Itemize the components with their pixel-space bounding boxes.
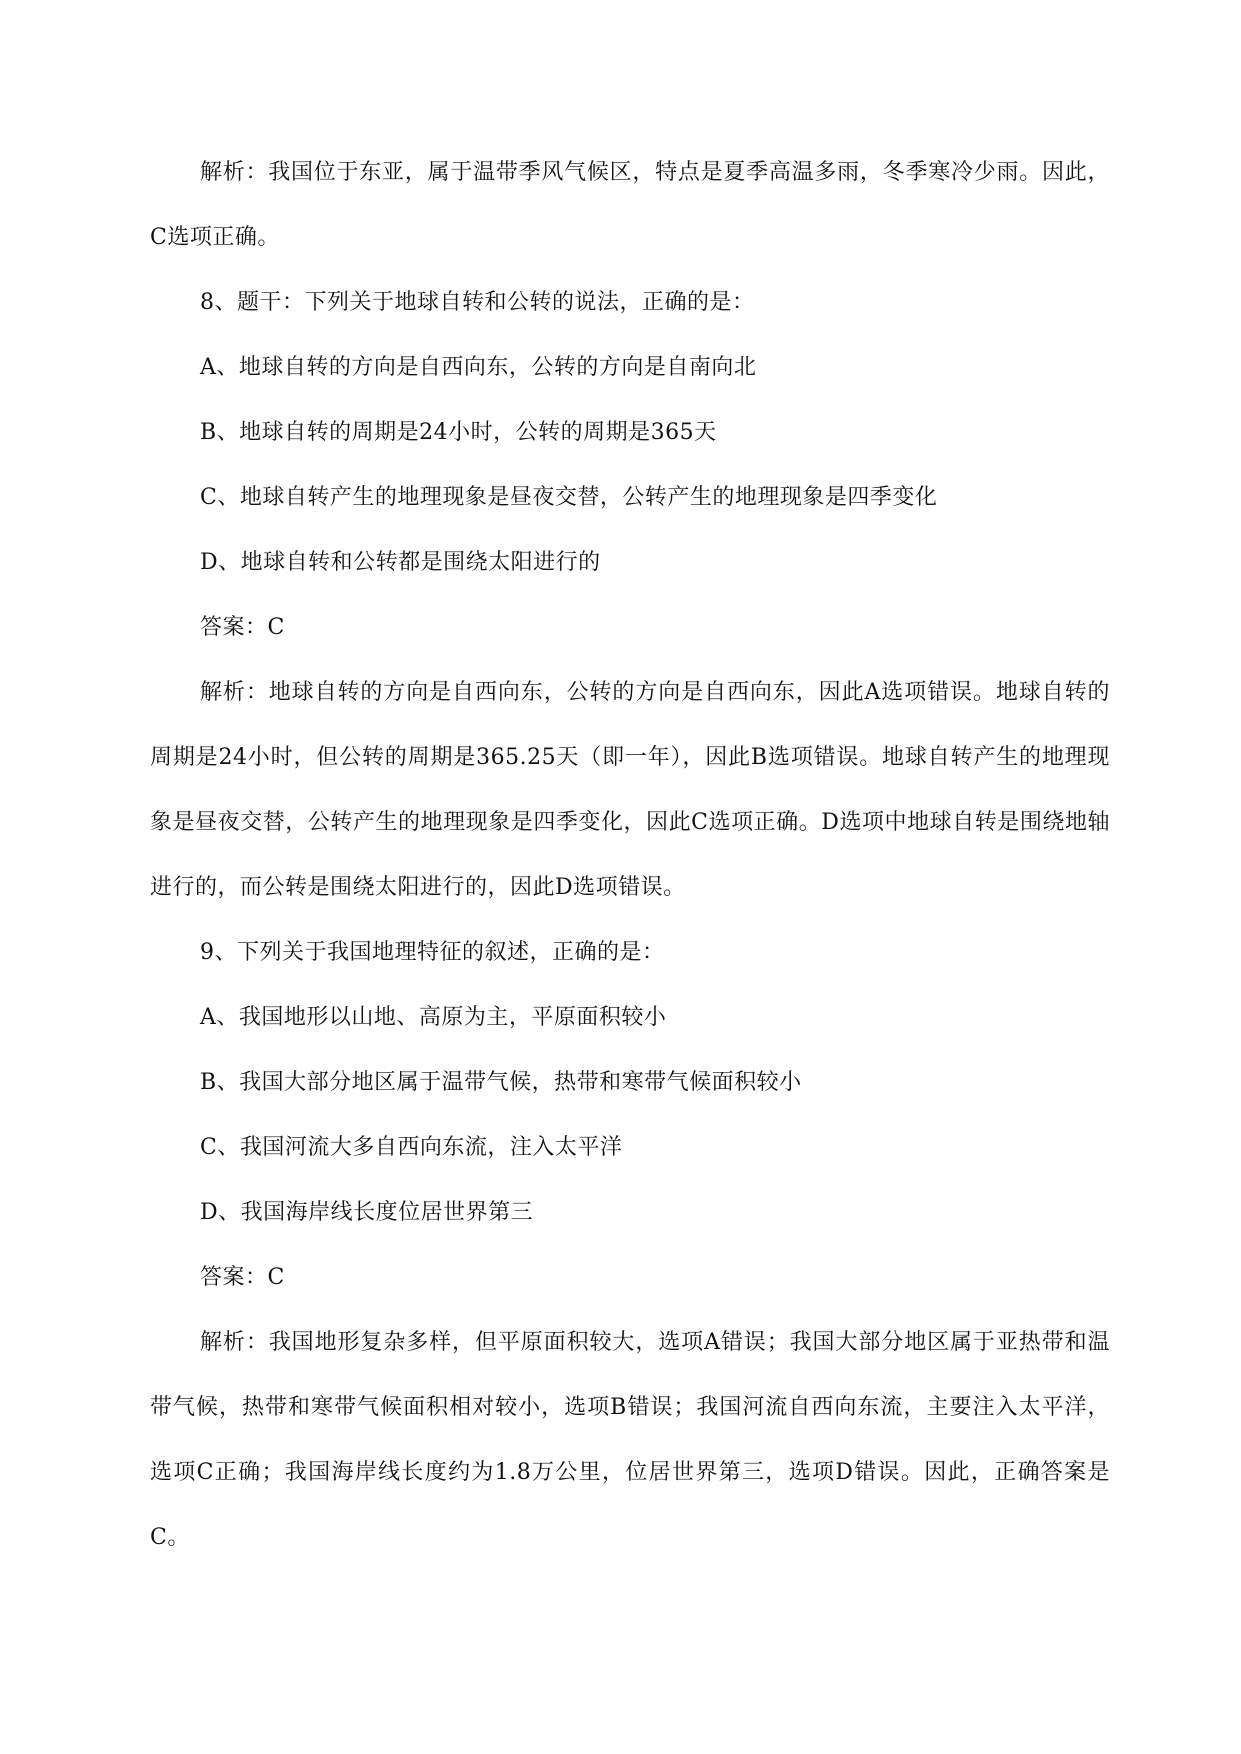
question-8-option-b: B、地球自转的周期是24小时，公转的周期是365天	[200, 420, 717, 445]
question-8-answer: 答案：C	[200, 615, 285, 640]
question-8-option-a: A、地球自转的方向是自西向东，公转的方向是自南向北	[200, 355, 757, 380]
question-8-option-d: D、地球自转和公转都是围绕太阳进行的	[200, 550, 601, 575]
document-body	[150, 140, 1110, 1570]
question-8-option-c: C、地球自转产生的地理现象是昼夜交替，公转产生的地理现象是四季变化	[200, 485, 938, 510]
question-9-analysis: 解析：我国地形复杂多样，但平原面积较大，选项A错误；我国大部分地区属于亚热带和温带气候，热带和寒带气候面积相对较小，选项B错误；我国河流自西向东流，主要注入太平洋，选项C正确；我国海岸线长度约为1.8万公里，位居世界第三，选项D错误。因此，正确答案是C。	[150, 1330, 1110, 1550]
question-9-option-d: D、我国海岸线长度位居世界第三	[200, 1200, 534, 1225]
question-9-option-b: B、我国大部分地区属于温带气候，热带和寒带气候面积较小	[200, 1070, 802, 1095]
question-9-answer: 答案：C	[200, 1265, 285, 1290]
question-9-stem: 9、下列关于我国地理特征的叙述，正确的是：	[200, 940, 665, 965]
analysis-paragraph-7: 解析：我国位于东亚，属于温带季风气候区，特点是夏季高温多雨，冬季寒冷少雨。因此，C选项正确。	[150, 160, 1110, 250]
question-9-option-a: A、我国地形以山地、高原为主，平原面积较小	[200, 1005, 667, 1030]
question-9-option-c: C、我国河流大多自西向东流，注入太平洋	[200, 1135, 623, 1160]
question-8-analysis: 解析：地球自转的方向是自西向东，公转的方向是自西向东，因此A选项错误。地球自转的周期是24小时，但公转的周期是365.25天（即一年），因此B选项错误。地球自转产生的地理现象是昼夜交替，公转产生的地理现象是四季变化，因此C选项正确。D选项中地球自转是围绕地轴进行的，而公转是围绕太阳进行的，因此D选项错误。	[150, 680, 1111, 900]
question-8-stem: 8、题干：下列关于地球自转和公转的说法，正确的是：	[200, 290, 755, 315]
